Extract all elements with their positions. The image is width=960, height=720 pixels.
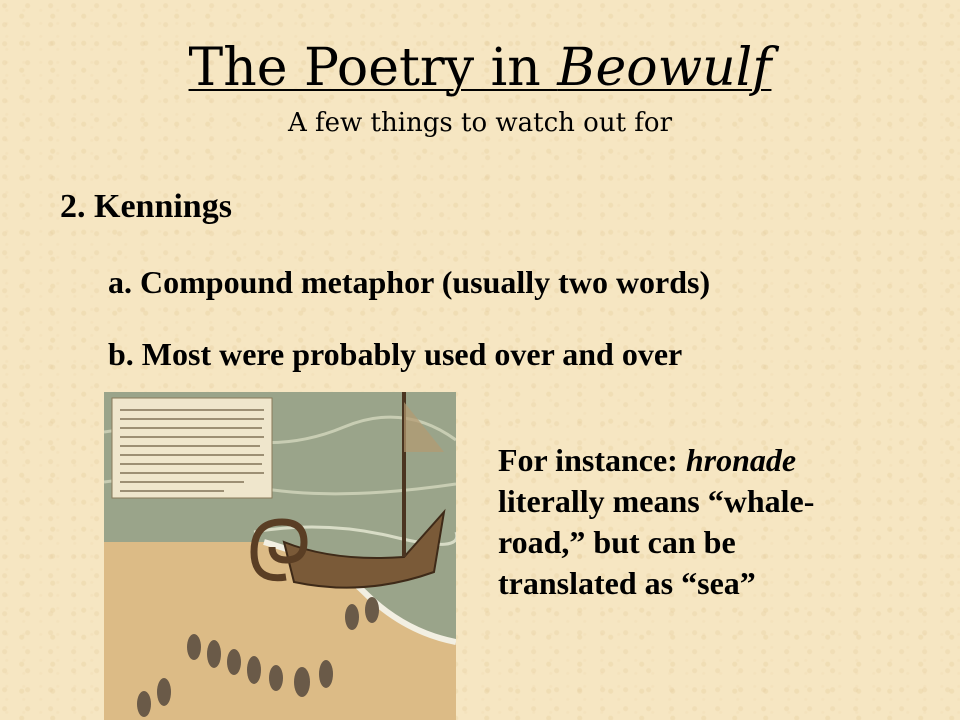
example-line-4: translated as “sea” <box>498 565 756 601</box>
example-prefix: For instance: <box>498 442 686 478</box>
example-line-3: road,” but can be <box>498 524 736 560</box>
kenning-example <box>498 440 938 604</box>
title-emphasis: Beowulf <box>557 38 772 98</box>
example-line-1 <box>498 440 938 481</box>
beowulf-illustration <box>104 392 456 720</box>
slide-title <box>0 38 960 98</box>
beach-ship-illustration <box>104 392 456 720</box>
title-prefix: The Poetry in <box>188 38 558 98</box>
section-heading: 2. Kennings <box>60 188 232 225</box>
slide-subtitle: A few things to watch out for <box>287 108 673 138</box>
point-b: b. Most were probably used over and over <box>108 336 683 372</box>
slide-title-text <box>189 38 772 98</box>
parchment-text-block <box>112 398 272 498</box>
example-line-2: literally means “whale- <box>498 483 815 519</box>
point-a: a. Compound metaphor (usually two words) <box>108 264 711 300</box>
example-term: hronade <box>685 442 797 478</box>
